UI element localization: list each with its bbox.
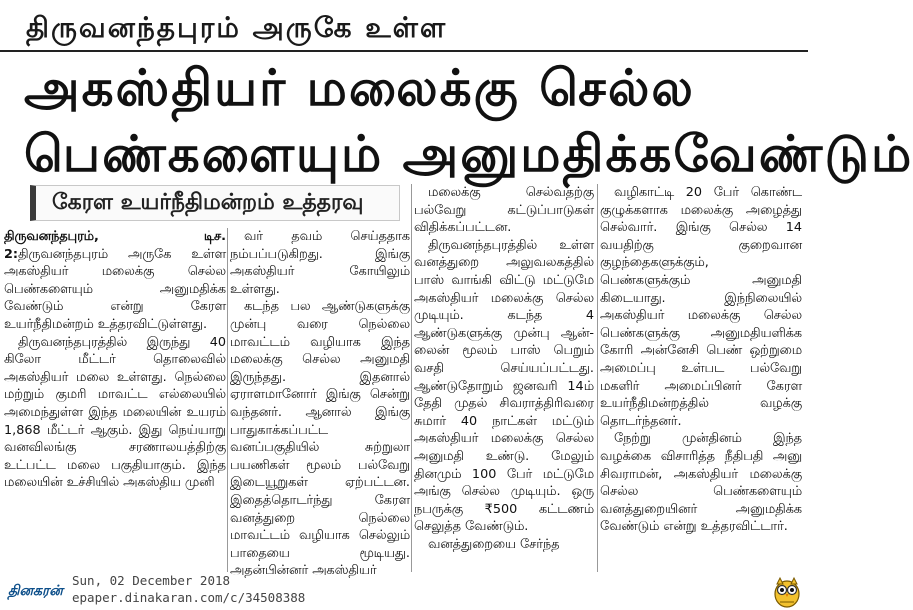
paragraph-text: திருவனந்தபுரம் அருகே உள்ள அகஸ்தியர் மலைக்கு செல்ல பெண்களையும் அனுமதிக்க வேண்டும் என்று கேரள உயர்நீதிமன்றம் உத்தரவிட்டுள்ளது. <box>4 246 226 332</box>
article-paragraph <box>414 237 594 536</box>
paragraph-text: திருவனந்தபுரத்தில் இருந்து 40 கிலோ மீட்டர் தொலைவில் அகஸ்தியர் மலை உள்ளது. நெல்லை மற்றும் குமரி மாவட்ட எல்லையில் அமைந்துள்ள இந்த மலையின் உயரம் 1,868 மீட்டர் ஆகும். இது நெய்யாறு வனவிலங்கு சரணாலயத்திற்கு உட்பட்ட மலை பகுதியாகும். இந்த மலையின் உச்சியில் அகஸ்திய முனி <box>4 334 226 491</box>
paragraph-text: மலைக்கு செல்வதற்கு பல்வேறு கட்டுப்பாடுகள் விதிக்கப்பட்டன. <box>414 185 594 236</box>
paragraph-text: நேற்று முன்தினம் இந்த வழக்கை விசாரித்த நீதிபதி அனு சிவராமன், அகஸ்தியர் மலைக்கு செல்ல பெண்களையும் வனத்துறையினர் அனுமதிக்க வேண்டும் என்று உத்தரவிட்டார். <box>600 431 802 535</box>
publication-logo: தினகரன் <box>8 583 63 599</box>
article-paragraph <box>600 184 802 430</box>
subheadline-box: கேரள உயர்நீதிமன்றம் உத்தரவு <box>30 185 400 221</box>
article-paragraph <box>230 298 410 580</box>
article-column-3 <box>414 184 594 573</box>
edition-date: Sun, 02 December 2018 <box>72 573 231 588</box>
article-column-2 <box>230 228 410 579</box>
article-column-4 <box>600 184 802 573</box>
page-footer <box>0 572 808 610</box>
column-divider <box>227 228 228 572</box>
paragraph-text: கடந்த பல ஆண்டுகளுக்கு முன்பு வரை நெல்லை மாவட்டம் வழியாக இந்த மலைக்கு செல்ல அனுமதி இருந்தது. இதனால் ஏராளமானோர் இங்கு சென்று வந்தனர். ஆனால் இங்கு பாதுகாக்கப்பட்ட வனப்பகுதியில் சுற்றுலா பயணிகள் மூலம் பல்வேறு இடையூறுகள் ஏற்பட்டன. இதைத்தொடர்ந்து கேரள வனத்துறை நெல்லை மாவட்டம் வழியாக செல்லும் பாதையை மூடியது. அதன்பின்னர் அகஸ்தியர் <box>230 299 410 579</box>
paragraph-text: வர் தவம் செய்ததாக நம்பப்படுகிறது. இங்கு அகஸ்தியர் கோயிலும் உள்ளது. <box>230 229 410 297</box>
article-paragraph <box>230 228 410 298</box>
article-column-1 <box>4 228 226 573</box>
epaper-url[interactable]: epaper.dinakaran.com/c/34508388 <box>72 590 306 605</box>
kicker-headline: திருவனந்தபுரம் அருகே உள்ள <box>26 11 448 44</box>
footer-meta <box>72 572 305 606</box>
column-divider <box>411 184 412 572</box>
paragraph-text: வழிகாட்டி 20 பேர் கொண்ட குழுக்களாக மலைக்கு அழைத்து செல்வார். இங்கு செல்ல 14 வயதிற்கு குறைவான குழந்தைகளுக்கும், பெண்களுக்கும் அனுமதி கிடையாது. இந்நிலையில் அகஸ்தியர் மலைக்கு செல்ல பெண்களுக்கு அனுமதியளிக்க கோரி அன்னேசி பெண் ஒற்றுமை அமைப்பு உள்பட பல்வேறு மகளிர் அமைப்பினர் கேரள உயர்நீதிமன்றத்தில் வழக்கு தொடர்ந்தனர். <box>600 185 802 429</box>
owl-icon <box>772 576 802 608</box>
article-paragraph <box>414 536 594 554</box>
paragraph-text: திருவனந்தபுரத்தில் உள்ள வனத்துறை அலுவலகத்தில் பாஸ் வாங்கி விட்டு மட்டுமே அகஸ்தியர் மலைக்கு செல்ல முடியும். கடந்த 4 ஆண்டுகளுக்கு முன்பு ஆன்-லைன் மூலம் பாஸ் பெறும் வசதி செய்யப்பட்டது. ஆண்டுதோறும் ஜனவரி 14ம் தேதி முதல் சிவராத்திரிவரை சுமார் 40 நாட்கள் மட்டும் அகஸ்தியர் மலைக்கு செல்ல அனுமதி உண்டு. மேலும் தினமும் 100 பேர் மட்டுமே அங்கு செல்ல முடியும். ஒரு நபருக்கு ₹500 கட்டணம் செலுத்த வேண்டும். <box>414 237 594 535</box>
article-paragraph <box>4 334 226 492</box>
column-divider <box>597 184 598 572</box>
article-paragraph <box>4 228 226 334</box>
headline-line-1: அகஸ்தியர் மலைக்கு செல்ல <box>24 59 695 117</box>
headline-line-2: பெண்களையும் அனுமதிக்கவேண்டும் <box>24 125 913 183</box>
article-paragraph <box>600 430 802 536</box>
article-paragraph <box>414 184 594 237</box>
dateline: திருவனந்தபுரம், டிச. 2: <box>4 229 226 262</box>
kicker-divider <box>0 50 808 52</box>
paragraph-text: வனத்துறையை சேர்ந்த <box>428 536 560 552</box>
